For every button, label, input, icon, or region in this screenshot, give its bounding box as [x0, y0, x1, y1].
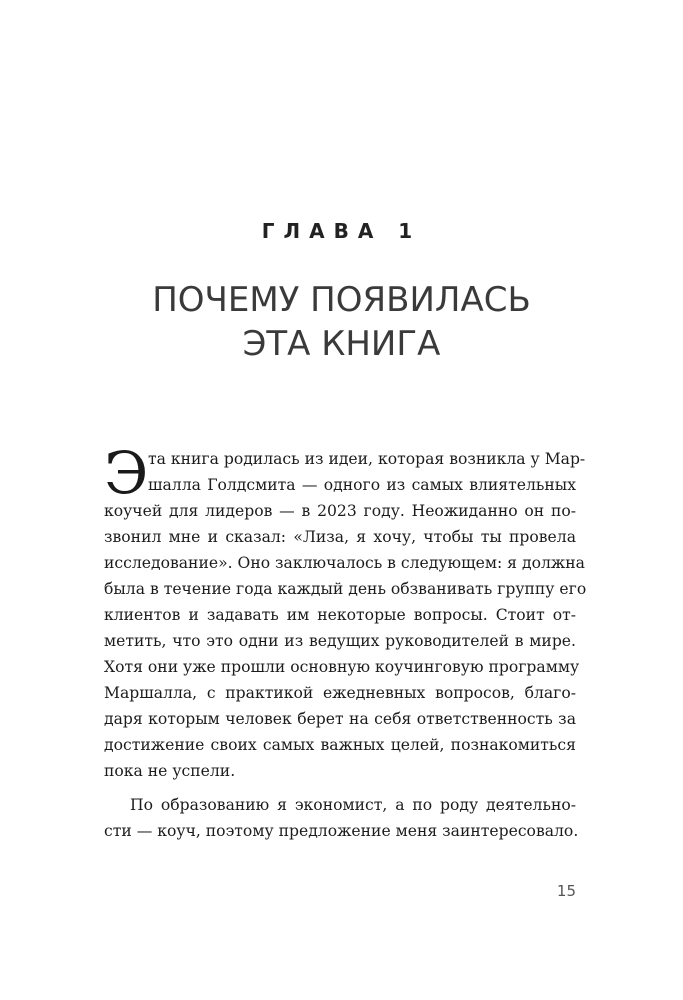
text-line: По образованию я экономист, а по роду деятельно- [130, 796, 576, 814]
chapter-label: ГЛАВА 1 [261, 219, 422, 243]
drop-cap: Э [104, 439, 149, 507]
body-text [104, 439, 587, 844]
text-line: даря которым человек берет на себя ответственность за [104, 710, 576, 728]
chapter-title-line-2: ЭТА КНИГА [242, 324, 441, 364]
page-number: 15 [556, 882, 576, 900]
chapter-title [0, 278, 683, 366]
text-line: исследование». Оно заключалось в следующем: я должна [104, 554, 585, 572]
chapter-title-line-1: ПОЧЕМУ ПОЯВИЛАСЬ [152, 280, 531, 320]
text-line: шалла Голдсмита — одного из самых влиятельных [148, 476, 576, 494]
text-line: сти — коуч, поэтому предложение меня заинтересовало. [104, 822, 579, 840]
text-line: клиентов и задавать им некоторые вопросы. Стоит от- [104, 606, 576, 624]
text-line: пока не успели. [104, 762, 236, 780]
paragraph-1 [104, 439, 587, 784]
text-line: коучей для лидеров — в 2023 году. Неожиданно он по- [104, 502, 576, 520]
text-line: достижение своих самых важных целей, познакомиться [104, 736, 576, 754]
text-line: была в течение года каждый день обзванивать группу его [104, 580, 587, 598]
text-line: метить, что это одни из ведущих руководителей в мире. [104, 632, 576, 650]
text-line: Маршалла, с практикой ежедневных вопросов, благо- [104, 684, 576, 702]
text-line: та книга родилась из идеи, которая возникла у Мар- [148, 450, 586, 468]
paragraph-gap [104, 784, 576, 792]
text-line: Хотя они уже прошли основную коучинговую программу [104, 658, 580, 676]
paragraph-2 [104, 792, 579, 844]
text-line: звонил мне и сказал: «Лиза, я хочу, чтобы ты провела [104, 528, 576, 546]
